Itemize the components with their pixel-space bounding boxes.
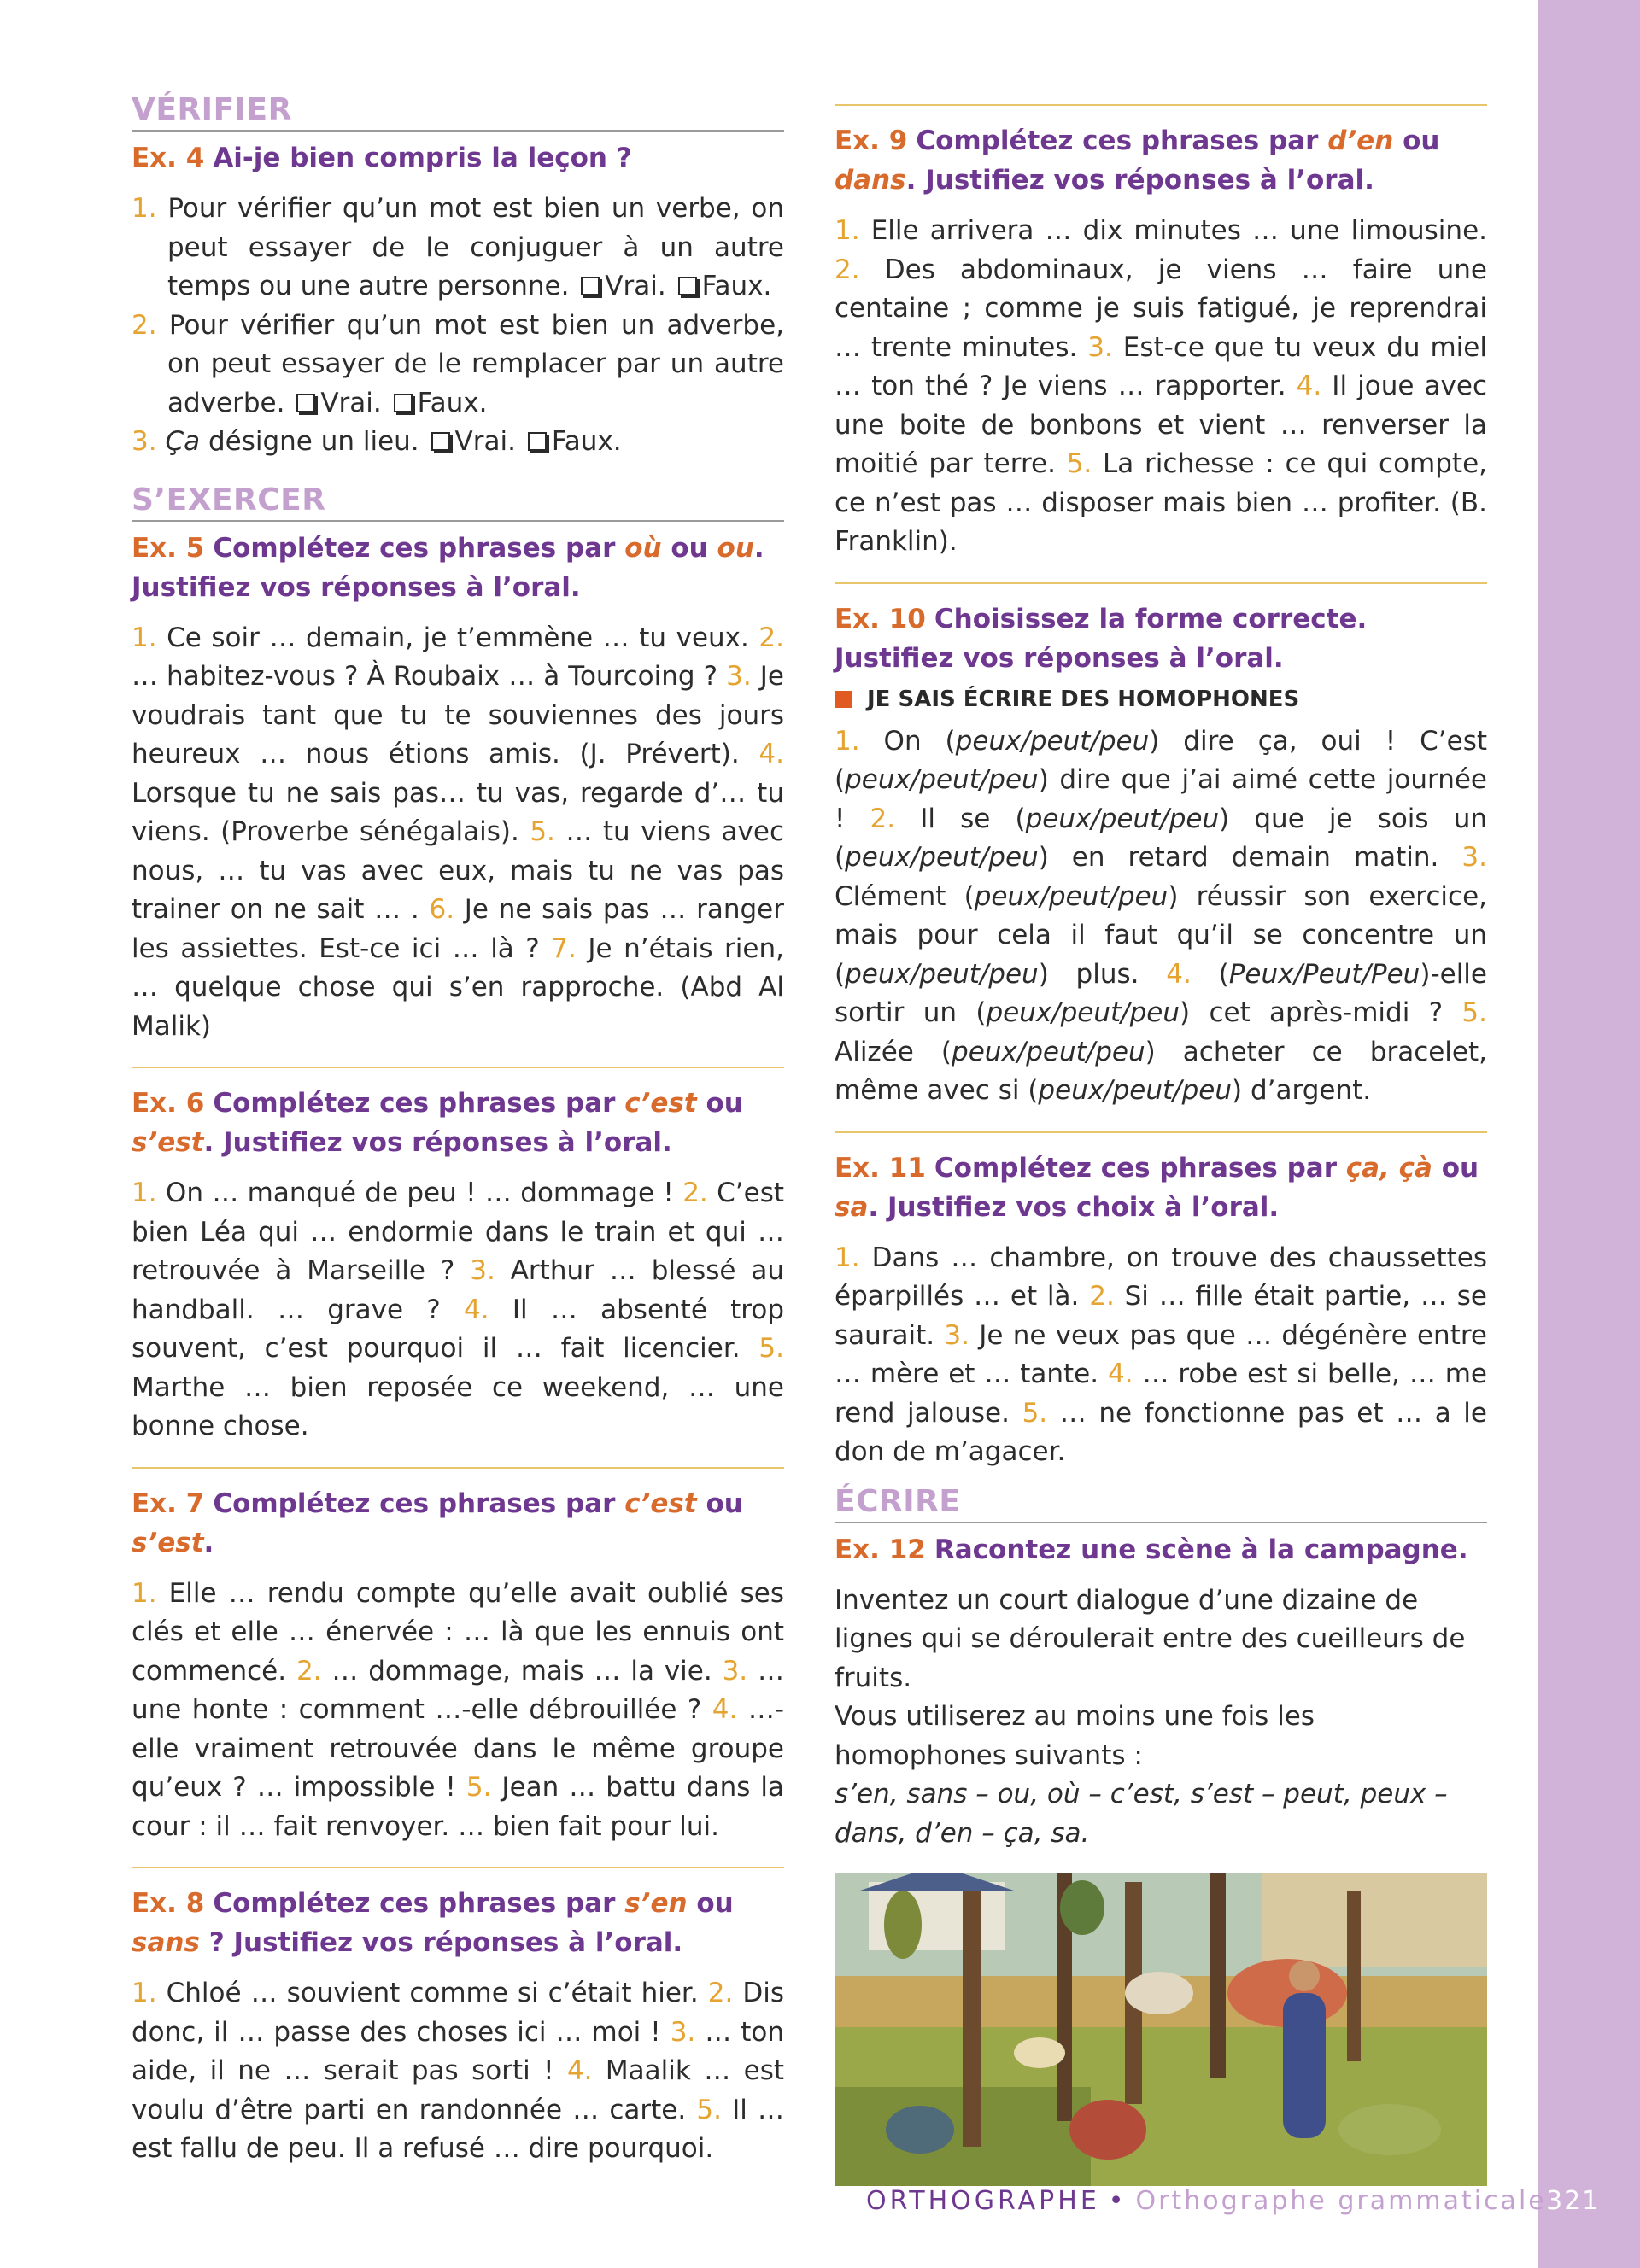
item-text: Dans … chambre, on trouve des chaussettes éparpillés … et là. bbox=[835, 1242, 1487, 1312]
exercise-body bbox=[132, 619, 784, 1047]
item-number: 2. bbox=[835, 254, 860, 285]
checkbox-icon[interactable] bbox=[678, 277, 697, 295]
footer-subject: ORTHOGRAPHE bbox=[866, 2186, 1100, 2216]
title-part: ou bbox=[687, 1888, 734, 1919]
item-text: désigne un lieu. bbox=[200, 426, 419, 457]
title-part: Complétez ces phrases par bbox=[934, 1152, 1346, 1184]
item-number: 2. bbox=[132, 309, 157, 341]
item-number: 4. bbox=[1108, 1359, 1133, 1389]
painting-foliage bbox=[1060, 1880, 1104, 1935]
title-keyword: s’est bbox=[132, 1127, 204, 1158]
page-footer bbox=[866, 2186, 1601, 2216]
item-number: 5. bbox=[1461, 997, 1487, 1028]
exercise-header bbox=[132, 138, 784, 178]
exercise-title: Ai-je bien compris la leçon ? bbox=[213, 143, 632, 173]
choice-options: peux/peut/peu bbox=[974, 880, 1168, 912]
exercise-number: Ex. 4 bbox=[132, 143, 205, 173]
title-keyword: sa bbox=[835, 1191, 869, 1223]
item-text: ) plus. bbox=[1038, 958, 1167, 990]
choice-options: peux/peut/peu bbox=[845, 764, 1039, 795]
option-faux: Faux. bbox=[417, 387, 488, 418]
item-number: 3. bbox=[470, 1255, 495, 1286]
exercise-body bbox=[835, 1239, 1487, 1472]
exercise-number: Ex. 12 bbox=[835, 1534, 926, 1565]
painting-figure-blue-low bbox=[886, 2106, 954, 2154]
exercise-title: Racontez une scène à la campagne. bbox=[934, 1534, 1468, 1565]
item-text: Dis donc, il … passe des choses ici … moi ! bbox=[132, 1978, 784, 2048]
title-part: . bbox=[203, 1527, 214, 1558]
item-text: Arthur … blessé au handball. … grave ? bbox=[132, 1255, 784, 1325]
item-number: 6. bbox=[429, 894, 455, 925]
title-part: ou bbox=[1393, 126, 1440, 156]
item-text: )-elle sortir un ( bbox=[835, 958, 1487, 1028]
list-item bbox=[132, 190, 784, 307]
item-text: Est-ce que tu veux du miel … ton thé ? Je viens … rapporter. bbox=[835, 331, 1487, 401]
item-text: ) cet après-midi ? bbox=[1180, 997, 1462, 1028]
item-number: 4. bbox=[464, 1294, 489, 1325]
item-number: 7. bbox=[551, 932, 577, 964]
list-item bbox=[132, 423, 784, 462]
option-vrai: Vrai. bbox=[605, 271, 666, 301]
item-text: Il … absenté trop souvent, c’est pourquoi il … fait licencier. bbox=[132, 1294, 785, 1364]
item-number: 1. bbox=[132, 1978, 157, 2008]
item-text: ) d’argent. bbox=[1232, 1075, 1372, 1106]
footer-bullet: • bbox=[1108, 2186, 1128, 2216]
title-keyword: s’est bbox=[132, 1527, 204, 1558]
choice-options: Peux/Peut/Peu bbox=[1228, 958, 1420, 990]
exercise-header bbox=[835, 1149, 1487, 1227]
item-number: 3. bbox=[722, 1655, 748, 1686]
exercise-10 bbox=[835, 582, 1487, 1111]
item-text: … ne fonctionne pas et … a le don de m’agacer. bbox=[835, 1397, 1487, 1467]
item-text: Je voudrais tant que tu te souviennes des jours heureux … nous étions amis. (J. Prévert). bbox=[132, 661, 784, 769]
item-text: Jean … battu dans la cour : il … fait renvoyer. … bien fait pour lui. bbox=[132, 1772, 784, 1842]
title-keyword: où bbox=[624, 532, 662, 564]
item-text: Il se ( bbox=[895, 803, 1026, 834]
title-part: ? Justifiez vos réponses à l’oral. bbox=[199, 1927, 683, 1958]
subheading bbox=[835, 687, 1487, 712]
exercise-12 bbox=[835, 1530, 1487, 2187]
right-column bbox=[835, 104, 1487, 2207]
item-number: 3. bbox=[670, 2016, 696, 2048]
item-text: ) que je sois un ( bbox=[835, 803, 1487, 873]
item-text: C’est bien Léa qui … endormie dans le train et qui … retrouvée à Marseille ? bbox=[132, 1178, 784, 1286]
item-text: Lorsque tu ne sais pas… tu vas, regarde d’… tu viens. (Proverbe sénégalais). bbox=[132, 777, 784, 847]
item-number: 5. bbox=[530, 816, 555, 847]
painting-light-patch bbox=[1014, 2037, 1065, 2068]
item-text: Chloé … souvient comme si c’était hier. bbox=[156, 1978, 708, 2008]
item-text: Pour vérifier qu’un mot est bien un verbe, on peut essayer de le conjuguer à un autre temps ou une autre personne. bbox=[167, 193, 784, 301]
item-text: ) dire que j’ai aimé cette journée ! bbox=[835, 764, 1487, 834]
section-title-ecrire: ÉCRIRE bbox=[835, 1484, 1487, 1523]
countryside-painting bbox=[835, 1873, 1487, 2186]
item-text: ) acheter ce bracelet, même avec si ( bbox=[835, 1036, 1487, 1106]
item-text: … robe est si belle, … me rend jalouse. bbox=[835, 1359, 1487, 1429]
item-number: 1. bbox=[835, 1242, 860, 1273]
title-part: . Justifiez vos choix à l’oral. bbox=[868, 1191, 1280, 1223]
exercise-7 bbox=[132, 1467, 784, 1847]
exercise-body bbox=[835, 212, 1487, 562]
item-text: Si … fille était partie, … se saurait. bbox=[835, 1281, 1487, 1351]
item-number: 4. bbox=[758, 739, 784, 769]
title-part: ou bbox=[1432, 1152, 1479, 1184]
item-text: … une honte : comment …-elle débrouillée ? bbox=[132, 1655, 785, 1725]
item-text: Maalik … est voulu d’être parti en randonnée … carte. bbox=[132, 2055, 784, 2125]
exercise-body bbox=[835, 1581, 1487, 1854]
item-number: 2. bbox=[1089, 1281, 1115, 1312]
title-keyword: c’est bbox=[624, 1088, 697, 1119]
choice-options: peux/peut/peu bbox=[952, 1036, 1145, 1067]
exercise-number: Ex. 7 bbox=[132, 1488, 205, 1519]
exercise-body bbox=[132, 1174, 784, 1447]
item-number: 1. bbox=[835, 215, 860, 246]
exercise-header bbox=[835, 121, 1487, 200]
item-text: Des abdominaux, je viens … faire une centaine ; comme je suis fatigué, je reprendrai … trente minutes. bbox=[835, 254, 1487, 363]
option-faux: Faux. bbox=[551, 426, 622, 457]
item-text: ) en retard demain matin. bbox=[1038, 842, 1462, 873]
exercise-header bbox=[835, 599, 1487, 678]
painting-grass-patch bbox=[1338, 2104, 1441, 2155]
item-number: 5. bbox=[758, 1333, 784, 1364]
item-text: ( bbox=[1191, 958, 1229, 990]
item-text: Elle … rendu compte qu’elle avait oublié ses clés et elle … énervée : … là que les ennuis ont commencé. bbox=[132, 1577, 784, 1686]
item-text: … habitez-vous ? À Roubaix … à Tourcoing ? bbox=[132, 661, 727, 692]
item-number: 4. bbox=[712, 1694, 738, 1725]
exercise-body bbox=[132, 190, 784, 462]
checkbox-icon[interactable] bbox=[296, 394, 315, 412]
exercise-header bbox=[132, 1084, 784, 1162]
exercise-number: Ex. 6 bbox=[132, 1088, 205, 1119]
exercise-number: Ex. 5 bbox=[132, 532, 205, 564]
section-title-verifier: VÉRIFIER bbox=[132, 92, 784, 132]
title-part: ou bbox=[696, 1488, 743, 1519]
painting-bush bbox=[884, 1891, 922, 1959]
paragraph: Inventez un court dialogue d’une dizaine de lignes qui se déroulerait entre des cueilleurs de fruits. bbox=[835, 1584, 1466, 1693]
item-text: Marthe … bien reposée ce weekend, … une bonne chose. bbox=[132, 1371, 784, 1441]
exercise-5 bbox=[132, 529, 784, 1047]
exercise-4 bbox=[132, 138, 784, 462]
choice-options: peux/peut/peu bbox=[986, 997, 1180, 1028]
choice-options: peux/peut/peu bbox=[955, 725, 1150, 757]
page-number: 321 bbox=[1546, 2186, 1601, 2216]
exercise-8 bbox=[132, 1867, 784, 2169]
painting-distant-field bbox=[1262, 1873, 1487, 1967]
title-keyword: dans bbox=[835, 165, 906, 196]
exercise-header bbox=[132, 1884, 784, 1962]
footer-chapter: Orthographe grammaticale bbox=[1135, 2186, 1547, 2216]
title-part: Complétez ces phrases par bbox=[213, 1488, 625, 1519]
item-text: Elle arrivera … dix minutes … une limousine. bbox=[859, 215, 1487, 246]
title-part: Complétez ces phrases par bbox=[213, 1888, 625, 1919]
checkbox-icon[interactable] bbox=[431, 432, 450, 451]
painting-cloth bbox=[1125, 1972, 1193, 2014]
item-number: 3. bbox=[1087, 331, 1113, 363]
exercise-title: Choisissez la forme correcte. Justifiez vos réponses à l’oral. bbox=[835, 603, 1368, 674]
exercise-6 bbox=[132, 1067, 784, 1447]
item-number: 3. bbox=[1461, 842, 1487, 873]
exercise-header bbox=[132, 529, 784, 607]
title-part: ou bbox=[696, 1088, 743, 1119]
paragraph: Vous utiliserez au moins une fois les homophones suivants : bbox=[835, 1701, 1315, 1771]
item-text: Il … est fallu de peu. Il a refusé … dire pourquoi. bbox=[132, 2094, 784, 2164]
square-bullet-icon bbox=[835, 691, 852, 708]
item-text: Clément ( bbox=[835, 880, 975, 912]
section-title-sexercer: S’EXERCER bbox=[132, 482, 784, 522]
option-faux: Faux. bbox=[701, 271, 772, 301]
page-side-band bbox=[1538, 0, 1640, 2268]
item-number: 2. bbox=[682, 1178, 708, 1208]
item-number: 3. bbox=[726, 661, 752, 692]
item-number: 2. bbox=[870, 803, 896, 834]
exercise-number: Ex. 9 bbox=[835, 126, 908, 156]
painting-figure-blue bbox=[1283, 1993, 1326, 2138]
choice-options: peux/peut/peu bbox=[845, 958, 1039, 990]
item-text: Je n’étais rien, … quelque chose qui s’en rapproche. (Abd Al Malik) bbox=[132, 932, 784, 1042]
left-column bbox=[132, 92, 784, 2189]
exercise-header bbox=[835, 1530, 1487, 1569]
item-text: La richesse : ce qui compte, ce n’est pas … disposer mais bien … profiter. (B. Franklin). bbox=[835, 448, 1487, 557]
item-number: 3. bbox=[944, 1319, 969, 1351]
item-text: ) réussir son exercice, mais pour cela il faut qu’il se concentre un ( bbox=[835, 880, 1487, 990]
painting-figure-head bbox=[1289, 1961, 1320, 1991]
title-part: . Justifiez vos réponses à l’oral. bbox=[905, 165, 1374, 196]
list-item bbox=[132, 307, 784, 424]
exercise-number: Ex. 11 bbox=[835, 1152, 926, 1184]
title-keyword: c’est bbox=[624, 1488, 697, 1519]
item-text-italic: Ça bbox=[165, 426, 201, 457]
item-number: 5. bbox=[1066, 448, 1092, 479]
item-number: 4. bbox=[566, 2055, 593, 2086]
title-keyword: d’en bbox=[1327, 126, 1394, 156]
item-number: 4. bbox=[1166, 958, 1192, 990]
checkbox-icon[interactable] bbox=[528, 432, 547, 451]
item-text: Je ne sais pas … ranger les assiettes. Est-ce ici … là ? bbox=[132, 894, 784, 964]
item-number: 2. bbox=[707, 1978, 734, 2008]
item-text: On ( bbox=[859, 725, 956, 757]
item-text: ) dire ça, oui ! C’est ( bbox=[835, 725, 1488, 795]
item-text: Je ne veux pas que … dégénère entre … mère et … tante. bbox=[835, 1319, 1487, 1389]
painting-tree-trunk bbox=[963, 1891, 981, 2147]
homophone-list: s’en, sans – ou, où – c’est, s’est – peut, peux – dans, d’en – ça, sa. bbox=[835, 1779, 1448, 1849]
item-number: 2. bbox=[758, 622, 784, 653]
checkbox-icon[interactable] bbox=[581, 277, 600, 295]
checkbox-icon[interactable] bbox=[394, 394, 413, 412]
option-vrai: Vrai. bbox=[320, 387, 382, 418]
title-part: . Justifiez vos réponses à l’oral. bbox=[132, 532, 764, 603]
item-text: On … manqué de peu ! … dommage ! bbox=[156, 1178, 683, 1208]
title-part: Complétez ces phrases par bbox=[213, 532, 625, 564]
item-number: 1. bbox=[132, 193, 157, 224]
item-number: 2. bbox=[296, 1655, 322, 1686]
exercise-header bbox=[132, 1484, 784, 1563]
painting-tree-trunk bbox=[1347, 1891, 1361, 2061]
exercise-9 bbox=[835, 104, 1487, 562]
item-number: 1. bbox=[132, 1178, 157, 1208]
item-text: Il joue avec une boite de bonbons et vient … renverser la moitié par terre. bbox=[835, 371, 1487, 479]
item-text: Ce soir … demain, je t’emmène … tu veux. bbox=[156, 622, 759, 653]
item-number: 3. bbox=[132, 426, 157, 457]
item-text: … ton aide, il ne … serait pas sorti ! bbox=[132, 2016, 784, 2086]
painting-figure-red bbox=[1069, 2100, 1146, 2160]
choice-options: peux/peut/peu bbox=[1025, 803, 1220, 834]
title-keyword: ça, çà bbox=[1345, 1152, 1432, 1184]
item-number: 4. bbox=[1296, 371, 1322, 401]
painting-tree-trunk bbox=[1210, 1873, 1226, 2078]
item-number: 1. bbox=[132, 622, 157, 653]
title-keyword: s’en bbox=[624, 1888, 688, 1919]
exercise-number: Ex. 10 bbox=[835, 603, 926, 634]
exercise-body bbox=[132, 1974, 784, 2169]
painting-image bbox=[835, 1873, 1487, 2186]
item-number: 1. bbox=[835, 725, 860, 757]
title-part: Complétez ces phrases par bbox=[213, 1088, 625, 1119]
item-text: …-elle vraiment retrouvée dans le même groupe qu’eux ? … impossible ! bbox=[132, 1694, 785, 1803]
item-text: Alizée ( bbox=[835, 1036, 952, 1067]
exercise-11 bbox=[835, 1131, 1487, 1472]
choice-options: peux/peut/peu bbox=[845, 842, 1039, 873]
title-part: ou bbox=[661, 532, 718, 564]
exercise-number: Ex. 8 bbox=[132, 1888, 205, 1919]
subheading-text: JE SAIS ÉCRIRE DES HOMOPHONES bbox=[867, 686, 1300, 712]
choice-options: peux/peut/peu bbox=[1038, 1075, 1233, 1106]
item-number: 5. bbox=[1022, 1397, 1048, 1429]
item-number: 1. bbox=[132, 1577, 157, 1609]
title-part: . Justifiez vos réponses à l’oral. bbox=[203, 1127, 672, 1158]
option-vrai: Vrai. bbox=[454, 426, 516, 457]
title-part: Complétez ces phrases par bbox=[916, 126, 1328, 156]
title-keyword: ou bbox=[717, 532, 754, 564]
exercise-body bbox=[132, 1575, 784, 1847]
item-number: 5. bbox=[696, 2094, 722, 2125]
item-number: 5. bbox=[466, 1772, 492, 1803]
item-text: Pour vérifier qu’un mot est bien un adverbe, on peut essayer de le remplacer par un autre adverbe. bbox=[167, 309, 784, 418]
item-text: … dommage, mais … la vie. bbox=[321, 1655, 723, 1686]
item-text: … tu viens avec nous, … tu vas avec eux, mais tu ne vas pas trainer on ne sait … . bbox=[132, 816, 784, 925]
title-keyword: sans bbox=[132, 1927, 200, 1958]
exercise-body bbox=[835, 722, 1487, 1111]
